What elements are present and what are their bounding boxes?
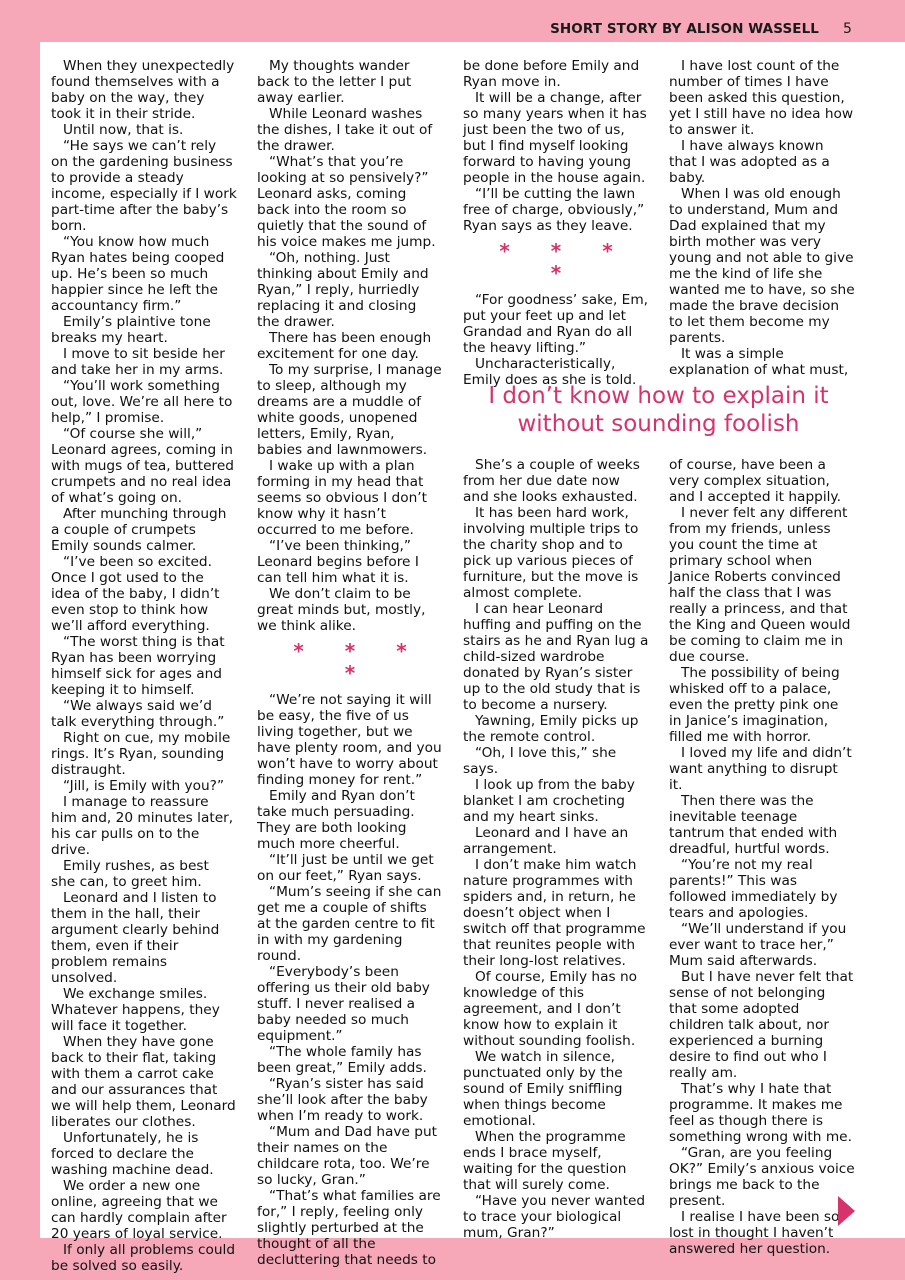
paragraph: I can hear Leonard huffing and puffing on the stairs as he and Ryan lug a child-sized wardrobe donated by Ryan’s sister up to the old study that is to become a nursery. bbox=[463, 601, 649, 713]
paragraph: Leonard and I have an arrangement. bbox=[463, 825, 629, 857]
paragraph: “I’ll be cutting the lawn free of charge, obviously,” Ryan says as they leave. bbox=[463, 186, 645, 234]
paragraph: “We’re not saying it will be easy, the five of us living together, but we have plenty room, and you won’t have to worry about finding money for rent.” bbox=[257, 692, 442, 788]
paragraph: It was a simple explanation of what must, bbox=[669, 346, 849, 378]
paragraph: “Everybody’s been offering us their old baby stuff. I never realised a baby needed so much equipment.” bbox=[257, 964, 430, 1044]
column-3-bottom bbox=[463, 457, 649, 1241]
paragraph: “We always said we’d talk everything through.” bbox=[51, 698, 225, 730]
paragraph: She’s a couple of weeks from her due date now and she looks exhausted. bbox=[463, 457, 640, 505]
paragraph: “The whole family has been great,” Emily adds. bbox=[257, 1044, 427, 1076]
column-3-top bbox=[463, 58, 649, 388]
paragraph: “You’re not my real parents!” This was followed immediately by tears and apologies. bbox=[669, 857, 838, 921]
paragraph: I have always known that I was adopted as a baby. bbox=[669, 138, 830, 186]
paragraph: “The worst thing is that Ryan has been worrying himself sick for ages and keeping it to himself. bbox=[51, 634, 225, 698]
paragraph: There has been enough excitement for one day. bbox=[257, 330, 432, 362]
paragraph: “Oh, nothing. Just thinking about Emily and Ryan,” I reply, hurriedly replacing it and closing the drawer. bbox=[257, 250, 429, 330]
paragraph: “Mum’s seeing if she can get me a couple of shifts at the garden centre to fit in with my gardening round. bbox=[257, 884, 442, 964]
paragraph: of course, have been a very complex situation, and I accepted it happily. bbox=[669, 457, 841, 505]
paragraph: We don’t claim to be great minds but, mostly, we think alike. bbox=[257, 586, 426, 634]
paragraph: We exchange smiles. Whatever happens, they will face it together. bbox=[51, 986, 220, 1034]
paragraph: That’s why I hate that programme. It makes me feel as though there is something wrong with me. bbox=[669, 1081, 852, 1145]
paragraph: Emily’s plaintive tone breaks my heart. bbox=[51, 314, 211, 346]
paragraph: “You know how much Ryan hates being cooped up. He’s been so much happier since he left the accountancy firm.” bbox=[51, 234, 225, 314]
page-number: 5 bbox=[843, 21, 852, 37]
section-break-stars: * * * * bbox=[293, 639, 424, 685]
paragraph: When they unexpectedly found themselves with a baby on the way, they took it in their stride. bbox=[51, 58, 235, 122]
paragraph: “That’s what families are for,” I reply, feeling only slightly perturbed at the thought of all the decluttering that needs to bbox=[257, 1188, 441, 1268]
paragraph: “We’ll understand if you ever want to trace her,” Mum said afterwards. bbox=[669, 921, 847, 969]
paragraph: Of course, Emily has no knowledge of this agreement, and I don’t know how to explain it without sounding foolish. bbox=[463, 969, 638, 1049]
paragraph: “Have you never wanted to trace your biological mum, Gran?” bbox=[463, 1193, 646, 1241]
paragraph: But I have never felt that sense of not belonging that some adopted children talk about, nor experienced a burning desire to find out who I really am. bbox=[669, 969, 854, 1081]
paragraph: Emily and Ryan don’t take much persuading. They are both looking much more cheerful. bbox=[257, 788, 415, 852]
paragraph: I realise I have been so lost in thought I haven’t answered her question. bbox=[669, 1209, 840, 1257]
paragraph: To my surprise, I manage to sleep, although my dreams are a muddle of white goods, unopened letters, Emily, Ryan, babies and lawnmowers. bbox=[257, 362, 442, 458]
paragraph: “I’ve been thinking,” Leonard begins before I can tell him what it is. bbox=[257, 538, 419, 586]
paragraph: Unfortunately, he is forced to declare the washing machine dead. bbox=[51, 1130, 214, 1178]
paragraph: “I’ve been so excited. Once I got used to the idea of the baby, I didn’t even stop to think how we’ll afford everything. bbox=[51, 554, 220, 634]
paragraph: It has been hard work, involving multiple trips to the charity shop and to pick up various pieces of furniture, but the move is almost complete. bbox=[463, 505, 639, 601]
paragraph: “Gran, are you feeling OK?” Emily’s anxious voice brings me back to the present. bbox=[669, 1145, 855, 1209]
paragraph: “You’ll work something out, love. We’re all here to help,” I promise. bbox=[51, 378, 233, 426]
paragraph: I manage to reassure him and, 20 minutes later, his car pulls on to the drive. bbox=[51, 794, 234, 858]
column-4-top bbox=[669, 58, 855, 378]
paragraph: “What’s that you’re looking at so pensively?” Leonard asks, coming back into the room so quietly that the sound of his voice makes me jump. bbox=[257, 154, 436, 250]
paragraph: “He says we can’t rely on the gardening business to provide a steady income, especially if I work part-time after the baby’s born. bbox=[51, 138, 237, 234]
paragraph: “Mum and Dad have put their names on the childcare rota, too. We’re so lucky, Gran.” bbox=[257, 1124, 437, 1188]
paragraph: Emily rushes, as best she can, to greet him. bbox=[51, 858, 209, 890]
paragraph: When the programme ends I brace myself, waiting for the question that will surely come. bbox=[463, 1129, 627, 1193]
paragraph: My thoughts wander back to the letter I put away earlier. bbox=[257, 58, 412, 106]
paragraph: After munching through a couple of crumpets Emily sounds calmer. bbox=[51, 506, 227, 554]
paragraph: Then there was the inevitable teenage tantrum that ended with dreadful, hurtful words. bbox=[669, 793, 838, 857]
paragraph: “For goodness’ sake, Em, put your feet up and let Grandad and Ryan do all the heavy lifting.” bbox=[463, 292, 649, 356]
paragraph: “Of course she will,” Leonard agrees, coming in with mugs of tea, buttered crumpets and no real idea of what’s going on. bbox=[51, 426, 234, 506]
paragraph: I loved my life and didn’t want anything to disrupt it. bbox=[669, 745, 852, 793]
paragraph: Right on cue, my mobile rings. It’s Ryan, sounding distraught. bbox=[51, 730, 231, 778]
paragraph: “It’ll just be until we get on our feet,” Ryan says. bbox=[257, 852, 434, 884]
paragraph: I don’t make him watch nature programmes with spiders and, in return, he doesn’t object when I switch off that programme that reunites people with their long-lost relatives. bbox=[463, 857, 646, 969]
paragraph: “Jill, is Emily with you?” bbox=[63, 778, 225, 794]
paragraph: When they have gone back to their flat, taking with them a carrot cake and our assurances that we will help them, Leonard liberates our clothes. bbox=[51, 1034, 236, 1130]
paragraph: Yawning, Emily picks up the remote control. bbox=[463, 713, 639, 745]
paragraph: Until now, that is. bbox=[63, 122, 184, 138]
section-break-stars: * * * * bbox=[499, 239, 630, 285]
paragraph: The possibility of being whisked off to a palace, even the pretty pink one in Janice’s imagination, filled me with horror. bbox=[669, 665, 840, 745]
paragraph: I have lost count of the number of times I have been asked this question, yet I still have no idea how to answer it. bbox=[669, 58, 854, 138]
paragraph: If only all problems could be solved so easily. bbox=[51, 1242, 236, 1274]
paragraph: It will be a change, after so many years when it has just been the two of us, but I find myself looking forward to having young people in the house again. bbox=[463, 90, 647, 186]
paragraph: I never felt any different from my friends, unless you count the time at primary school when Janice Roberts convinced half the class that I was really a princess, and that the King and Queen would be coming to claim me in due course. bbox=[669, 505, 851, 665]
paragraph: While Leonard washes the dishes, I take it out of the drawer. bbox=[257, 106, 433, 154]
header-title: SHORT STORY BY ALISON WASSELL bbox=[550, 21, 819, 37]
column-1 bbox=[51, 58, 237, 1274]
paragraph: “Ryan’s sister has said she’ll look after the baby when I’m ready to work. bbox=[257, 1076, 428, 1124]
column-4-bottom bbox=[669, 457, 855, 1257]
column-2 bbox=[257, 58, 443, 1268]
paragraph: I wake up with a plan forming in my head that seems so obvious I don’t know why it hasn’t occurred to me before. bbox=[257, 458, 427, 538]
continue-arrow-icon[interactable] bbox=[838, 1196, 855, 1226]
paragraph: I move to sit beside her and take her in my arms. bbox=[51, 346, 225, 378]
paragraph: “Oh, I love this,” she says. bbox=[463, 745, 617, 777]
paragraph: be done before Emily and Ryan move in. bbox=[463, 58, 640, 90]
paragraph: We watch in silence, punctuated only by the sound of Emily sniffling when things become emotional. bbox=[463, 1049, 623, 1129]
pull-quote: I don’t know how to explain it without sounding foolish bbox=[488, 383, 829, 437]
paragraph: Uncharacteristically, Emily does as she is told. bbox=[463, 356, 637, 388]
paragraph: Leonard and I listen to them in the hall, their argument clearly behind them, even if their problem remains unsolved. bbox=[51, 890, 220, 986]
page-header bbox=[0, 0, 905, 42]
paragraph: When I was old enough to understand, Mum and Dad explained that my birth mother was very young and not able to give me the kind of life she wanted me to have, so she made the brave decision to let them become my parents. bbox=[669, 186, 855, 346]
paragraph: I look up from the baby blanket I am crocheting and my heart sinks. bbox=[463, 777, 635, 825]
paragraph: We order a new one online, agreeing that we can hardly complain after 20 years of loyal service. bbox=[51, 1178, 227, 1242]
